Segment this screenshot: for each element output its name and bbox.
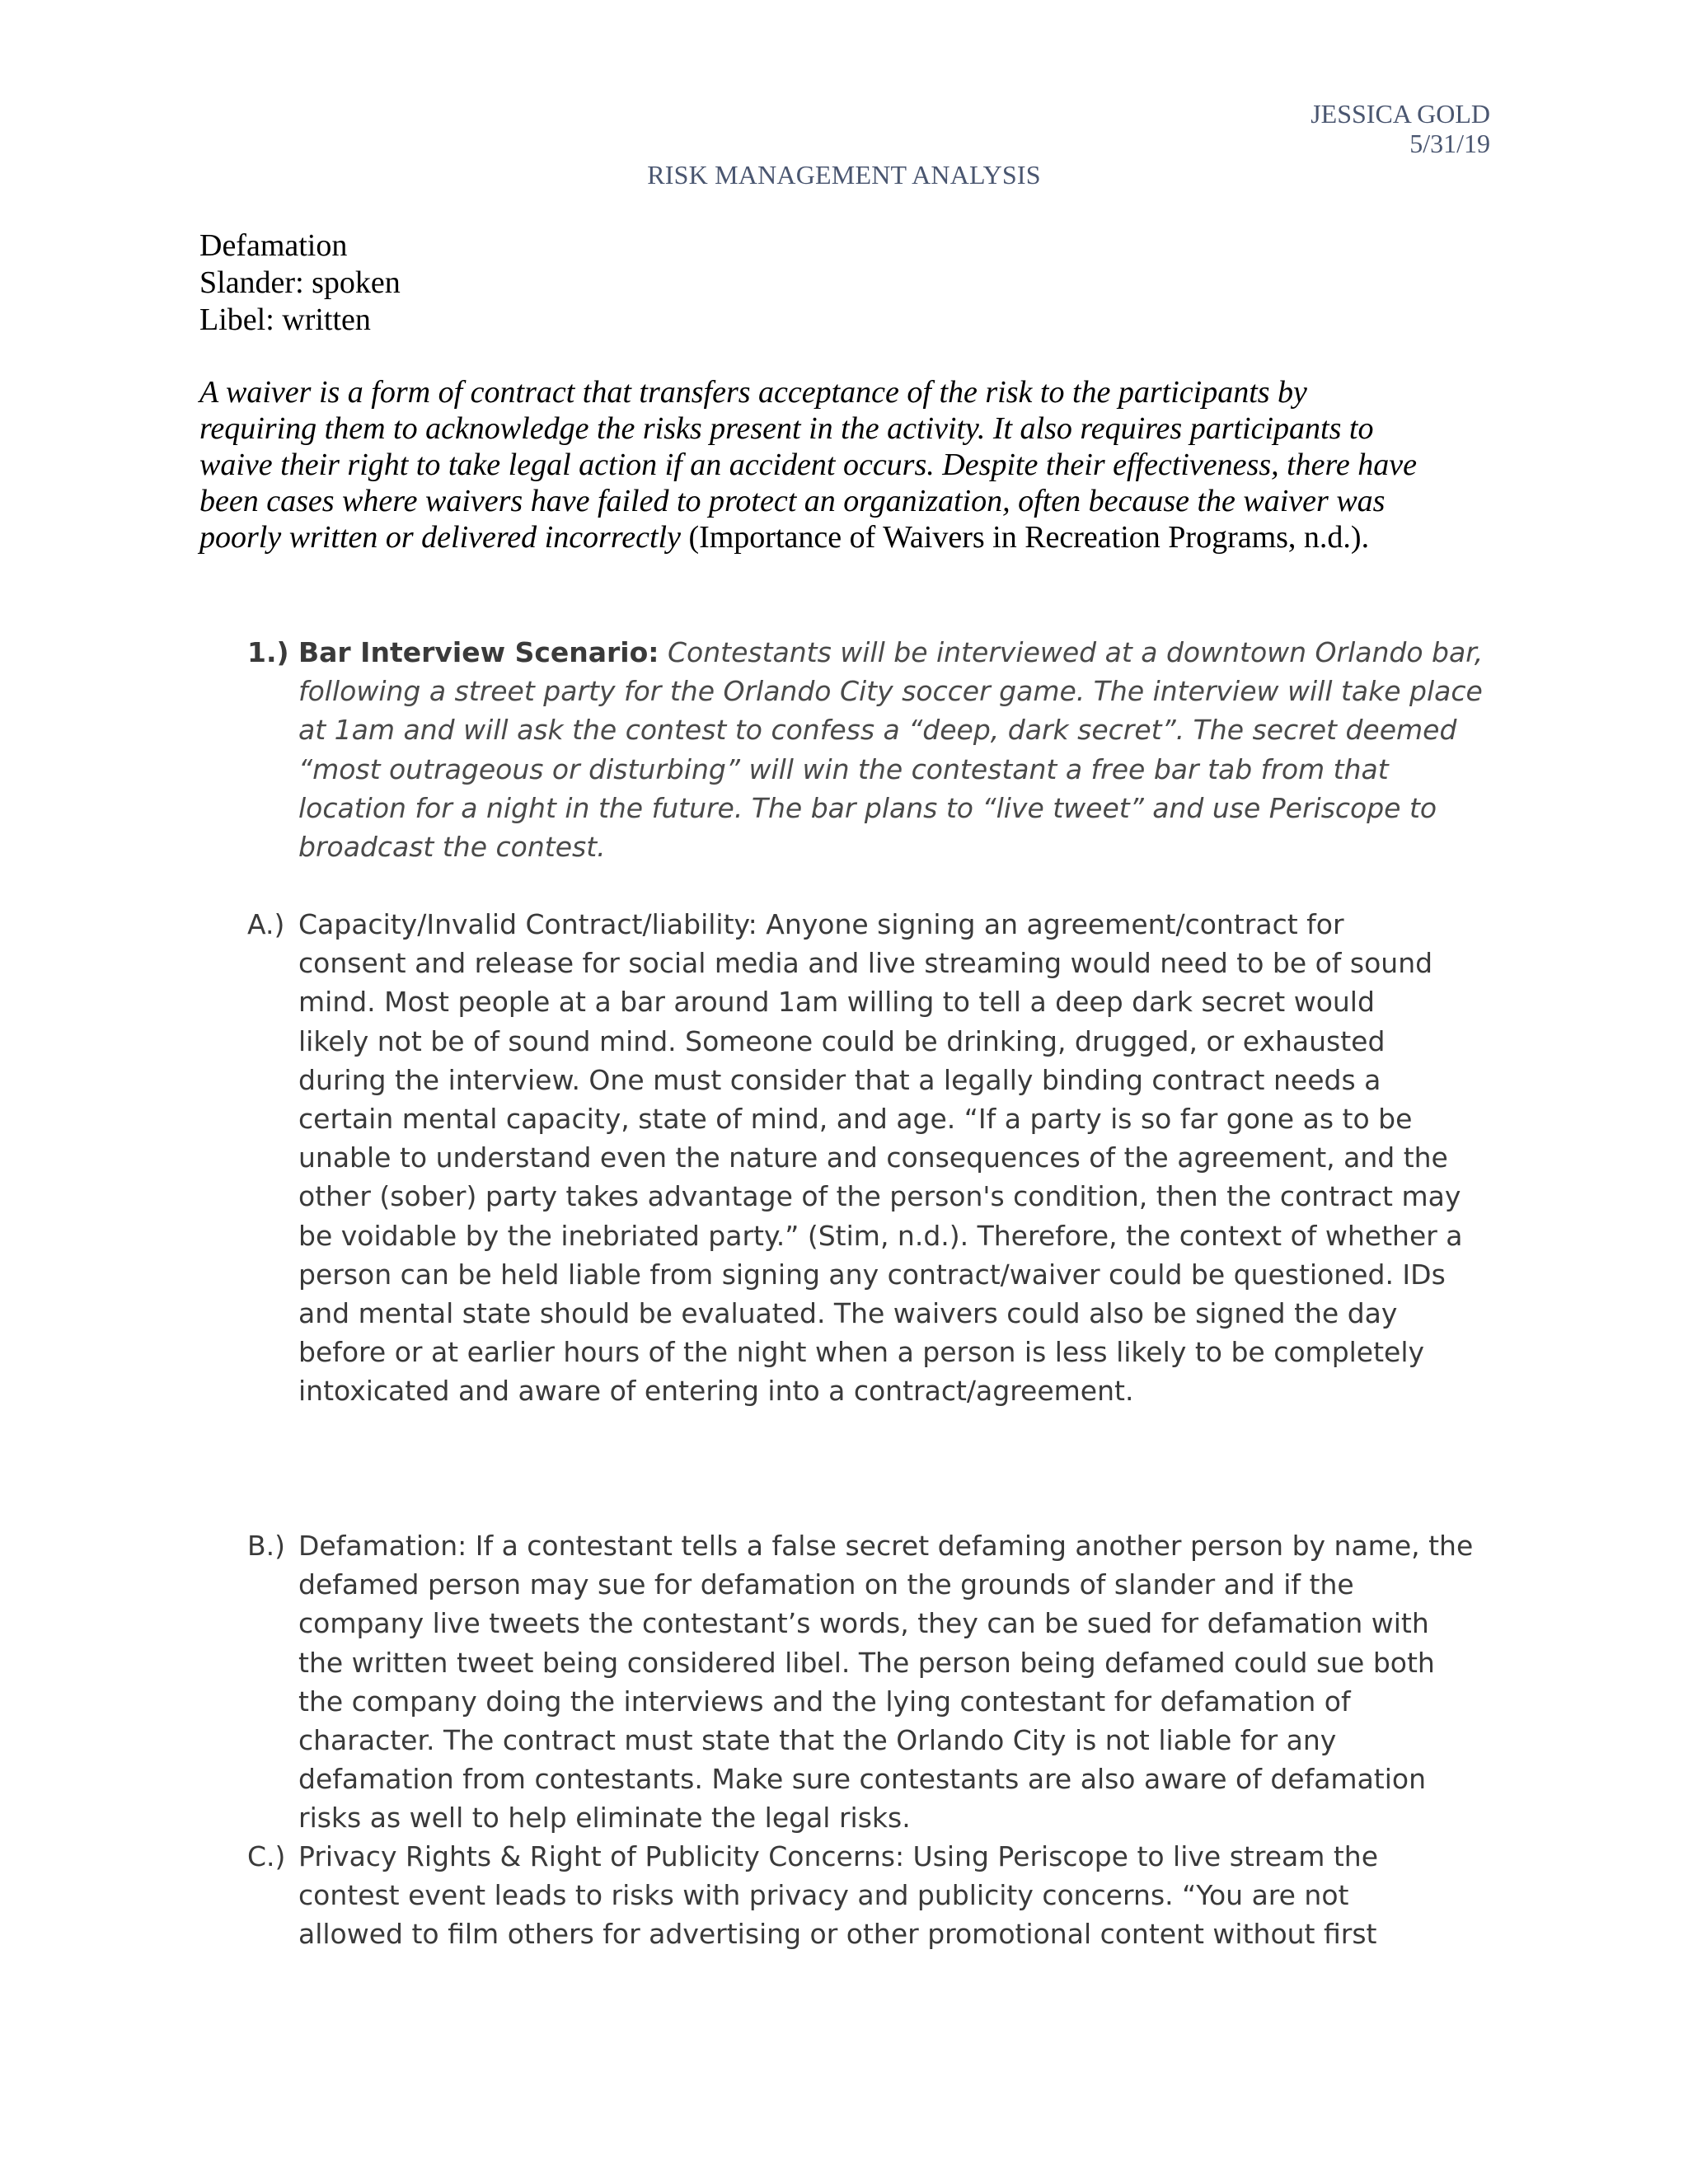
scenario-heading: Bar Interview Scenario:	[298, 636, 659, 668]
section-line: Privacy Rights & Right of Publicity Concerns: Using Periscope to live stream the	[298, 1840, 1379, 1872]
section-line: character. The contract must state that the Orlando City is not liable for any	[298, 1724, 1337, 1757]
section-marker: A.)	[247, 908, 285, 940]
section-line: mind. Most people at a bar around 1am willing to tell a deep dark secret would	[298, 986, 1375, 1019]
definition-item: Defamation	[199, 228, 348, 263]
waiver-line: been cases where waivers have failed to protect an organization, often because the waiver was	[199, 484, 1386, 518]
waiver-line: A waiver is a form of contract that transfers acceptance of the risk to the participants by	[199, 375, 1307, 410]
definition-item: Slander: spoken	[199, 265, 401, 300]
section-line: Defamation: If a contestant tells a false secret defaming another person by name, the	[298, 1530, 1474, 1562]
scenario-line: “most outrageous or disturbing” will win the contestant a free bar tab from that	[298, 752, 1389, 785]
scenario-line: Contestants will be interviewed at a downtown Orlando bar,	[659, 636, 1484, 668]
section-line: the written tweet being considered libel. The person being defamed could sue both	[298, 1646, 1435, 1679]
waiver-paragraph	[199, 374, 1502, 555]
section-line: defamation from contestants. Make sure contestants are also aware of defamation	[298, 1763, 1427, 1796]
section-line: risks as well to help eliminate the legal risks.	[298, 1802, 911, 1835]
waiver-line: poorly written or delivered incorrectly	[199, 520, 681, 555]
section-line: person can be held liable from signing any contract/waiver could be questioned. IDs	[298, 1258, 1446, 1291]
scenario-marker: 1.)	[247, 636, 289, 668]
definition-item: Libel: written	[199, 302, 371, 337]
section-line: consent and release for social media and live streaming would need to be of sound	[298, 947, 1433, 980]
waiver-line: requiring them to acknowledge the risks present in the activity. It also requires participants to	[199, 411, 1374, 446]
section-line: unable to understand even the nature and consequences of the agreement, and the	[298, 1141, 1448, 1174]
document-title: RISK MANAGEMENT ANALYSIS	[647, 160, 1041, 190]
section-line: and mental state should be evaluated. The waivers could also be signed the day	[298, 1297, 1398, 1330]
section-a	[247, 905, 1533, 1411]
scenario-line: following a street party for the Orlando City soccer game. The interview will take place	[298, 675, 1483, 708]
section-b	[247, 1526, 1533, 1838]
section-line: other (sober) party takes advantage of the person's condition, then the contract may	[298, 1180, 1461, 1213]
section-line: the company doing the interviews and the lying contestant for defamation of	[298, 1685, 1351, 1718]
section-c	[247, 1837, 1533, 1954]
section-line: certain mental capacity, state of mind, and age. “If a party is so far gone as to be	[298, 1103, 1413, 1136]
section-line: be voidable by the inebriated party.” (Stim, n.d.). Therefore, the context of whether a	[298, 1219, 1463, 1252]
header-block	[1311, 99, 1490, 158]
waiver-line: waive their right to take legal action if an accident occurs. Despite their effectiveness, there have	[199, 448, 1418, 482]
waiver-citation: (Importance of Waivers in Recreation Programs, n.d.).	[680, 520, 1370, 555]
section-line: Capacity/Invalid Contract/liability: Anyone signing an agreement/contract for	[298, 908, 1344, 940]
definitions-list	[199, 227, 401, 339]
document-date: 5/31/19	[1409, 129, 1490, 158]
scenario-line: at 1am and will ask the contest to confess a “deep, dark secret”. The secret deemed	[298, 714, 1457, 747]
section-marker: C.)	[247, 1840, 286, 1872]
author-name: JESSICA GOLD	[1311, 99, 1490, 129]
section-line: before or at earlier hours of the night when a person is less likely to be completely	[298, 1336, 1425, 1369]
section-line: company live tweets the contestant’s words, they can be sued for defamation with	[298, 1607, 1429, 1640]
section-line: defamed person may sue for defamation on the grounds of slander and if the	[298, 1568, 1354, 1601]
section-line: likely not be of sound mind. Someone could be drinking, drugged, or exhausted	[298, 1024, 1386, 1057]
section-line: during the interview. One must consider that a legally binding contract needs a	[298, 1063, 1381, 1096]
section-line: contest event leads to risks with privacy and publicity concerns. “You are not	[298, 1879, 1349, 1912]
section-line: allowed to film others for advertising or other promotional content without first	[298, 1918, 1377, 1951]
section-marker: B.)	[247, 1530, 286, 1562]
scenario-line: broadcast the contest.	[298, 831, 606, 864]
scenario-section	[247, 633, 1533, 866]
section-line: intoxicated and aware of entering into a contract/agreement.	[298, 1375, 1134, 1408]
scenario-line: location for a night in the future. The bar plans to “live tweet” and use Periscope to	[298, 791, 1437, 824]
